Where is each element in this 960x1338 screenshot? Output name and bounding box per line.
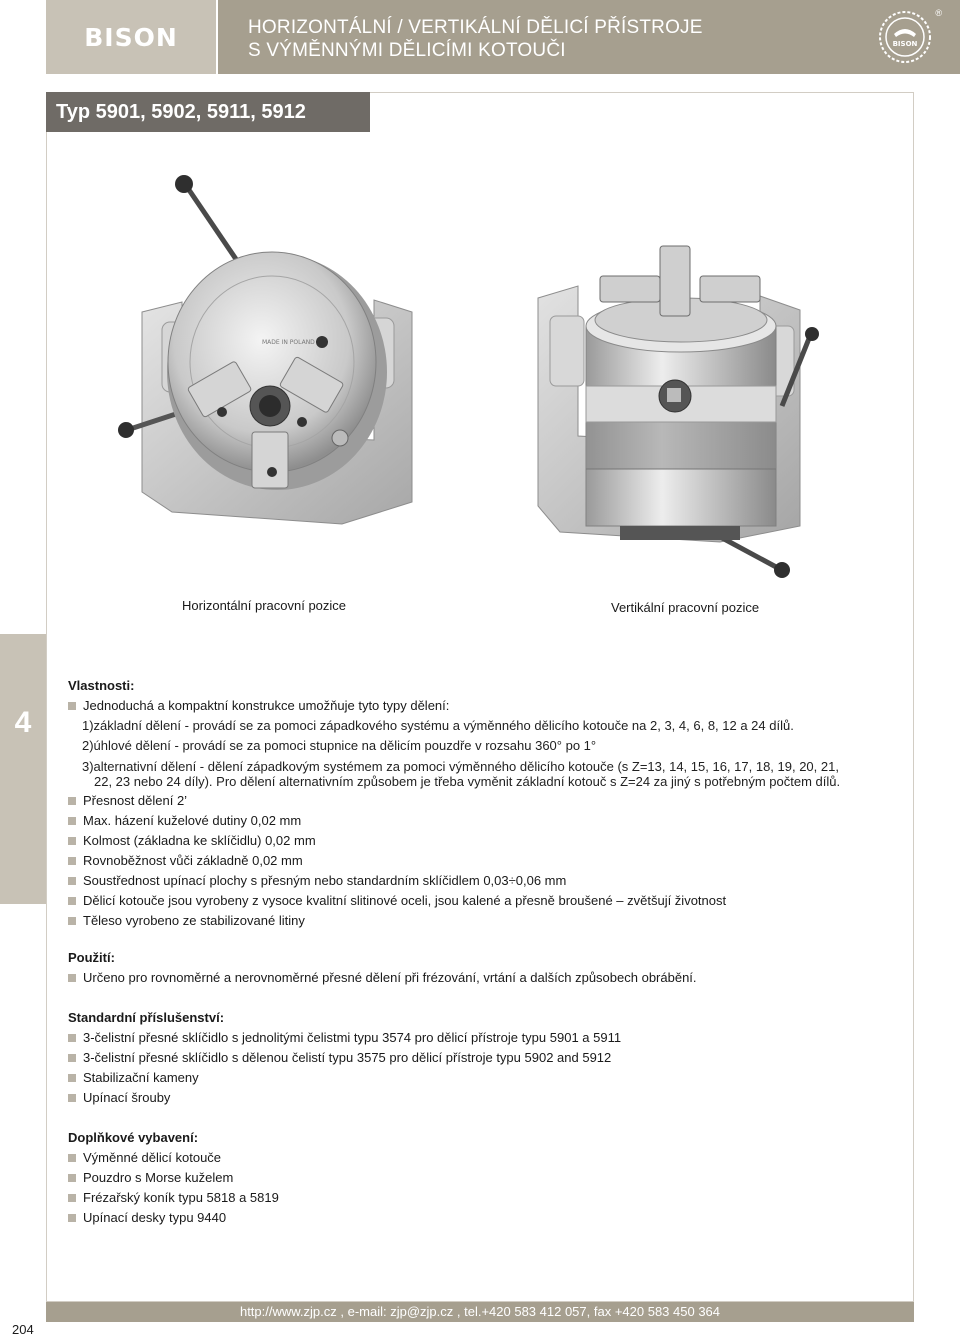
page-number: 204 [12, 1322, 34, 1337]
list-item: 3-čelistní přesné sklíčidlo s dělenou čelistí typu 3575 pro dělicí přístroje typu 5902 and 5912 [68, 1048, 908, 1068]
section-heading: Použití: [68, 950, 115, 965]
caption-horizontal: Horizontální pracovní pozice [182, 598, 347, 613]
list-item: Soustřednost upínací plochy s přesným nebo standardním sklíčidlem 0,03÷0,06 mm [68, 871, 908, 891]
list-subitem: 2)úhlové dělení - provádí se za pomoci stupnice na dělicím pouzdře v rozsahu 360° po 1° [82, 738, 597, 753]
made-in-marking: MADE IN POLAND [262, 339, 315, 346]
list-item: Přesnost dělení 2’ [68, 791, 908, 811]
list-item: Max. házení kuželové dutiny 0,02 mm [68, 811, 908, 831]
footer-contact: http://www.zjp.cz , e-mail: zjp@zjp.cz , tel.+420 583 412 057, fax +420 583 450 364 [46, 1302, 914, 1322]
section-usage [68, 948, 908, 988]
list-subitem-line: 3)alternativní dělení - dělení západkovým systémem za pomoci výměnného dělicího kotouče (s Z=13, 14, 15, 16, 17, 18, 19, 20, 21, [82, 759, 839, 774]
list-item: 3-čelistní přesné sklíčidlo s jednolitými čelistmi typu 3574 pro dělicí přístroje typu 5901 a 5911 [68, 1028, 908, 1048]
vertical-dividing-head-image [520, 236, 820, 586]
section-optional-equipment [68, 1128, 908, 1228]
page-title-line-1: HORIZONTÁLNÍ / VERTIKÁLNÍ DĚLICÍ PŘÍSTROJE [248, 17, 703, 38]
list-item: Pouzdro s Morse kuželem [68, 1168, 908, 1188]
list-item: Kolmost (základna ke sklíčidlu) 0,02 mm [68, 831, 908, 851]
type-heading: Typ 5901, 5902, 5911, 5912 [46, 92, 370, 132]
section-properties [68, 676, 908, 931]
list-item: Dělicí kotouče jsou vyrobeny z vysoce kvalitní slitinové oceli, jsou kalené a přesně broušené – zvětšují životnost [68, 891, 908, 911]
page-title-line-2: S VÝMĚNNÝMI DĚLICÍMI KOTOUČI [248, 40, 566, 61]
list-item: Těleso vyrobeno ze stabilizované litiny [68, 911, 908, 931]
list-item: Upínací šrouby [68, 1088, 908, 1108]
list-item: Výměnné dělicí kotouče [68, 1148, 908, 1168]
seal-text: BISON [892, 40, 918, 48]
header-band [218, 0, 960, 74]
page-title [248, 16, 703, 62]
list-item: Upínací desky typu 9440 [68, 1208, 908, 1228]
list-item: Jednoduchá a kompaktní konstrukce umožňuje tyto typy dělení: [68, 696, 908, 716]
section-heading: Standardní příslušenství: [68, 1010, 225, 1025]
list-item: Stabilizační kameny [68, 1068, 908, 1088]
section-standard-accessories [68, 1008, 908, 1108]
horizontal-dividing-head-image [112, 172, 442, 562]
caption-vertical: Vertikální pracovní pozice [611, 600, 760, 615]
brand-logo [46, 0, 216, 74]
list-subitem: 1)základní dělení - provádí se za pomoci západkového systému a výměnného dělicího kotouče na 2, 3, 4, 6, 8, 12 a 24 dílů. [82, 718, 794, 733]
chapter-tab [0, 634, 46, 904]
registered-mark: ® [935, 8, 942, 18]
section-heading: Doplňkové vybavení: [68, 1130, 199, 1145]
list-subitem [68, 759, 908, 789]
brand-logo-text: BISON [84, 22, 178, 52]
section-heading: Vlastnosti: [68, 678, 135, 693]
list-subitem-line: 22, 23 nebo 24 díly). Pro dělení alternativním způsobem je třeba vyměnit základní kotouč s Z=24 za jiný s potřebným počtem dílů. [94, 774, 841, 789]
chapter-number: 4 [14, 706, 32, 739]
list-item: Rovnoběžnost vůči základně 0,02 mm [68, 851, 908, 871]
list-item: Frézařský koník typu 5818 a 5819 [68, 1188, 908, 1208]
bison-seal-icon [878, 10, 932, 64]
list-item: Určeno pro rovnoměrné a nerovnoměrné přesné dělení při frézování, vrtání a dalších způsobech obrábění. [68, 968, 908, 988]
